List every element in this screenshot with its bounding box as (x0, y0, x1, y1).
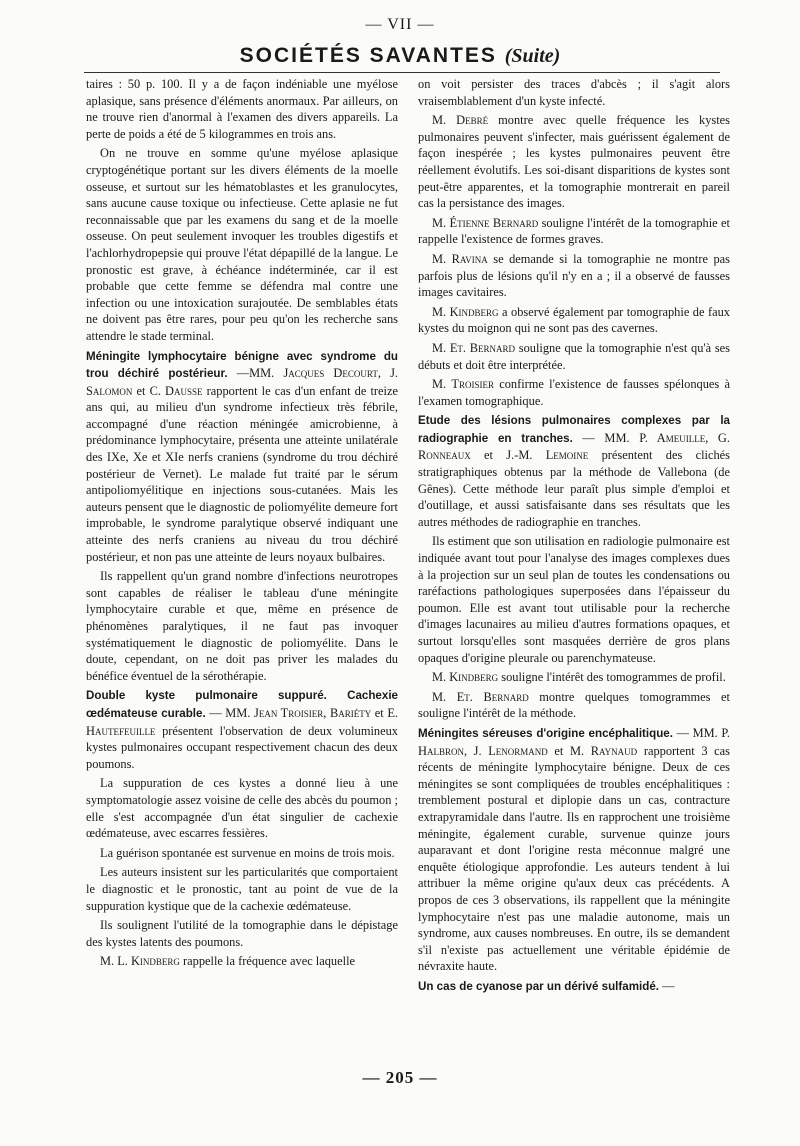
section-title-text: SOCIÉTÉS SAVANTES (239, 44, 497, 67)
author-name: J. Salomon (86, 366, 398, 398)
paragraph: M. Troisier confirme l'existence de fausses spélonques à l'examen tomographique. (418, 377, 730, 408)
abstract-text: rapportent 3 cas récents de méningite lymphocytaire bénigne. Deux de ces méningites se sont compliquées de troubles encéphalitiques : tremblement postural et diplopie dans un cas, contracture extrapyramidale dans l'autre. Ils en rapprochent une troisième méningite, également curable, survenue quinze jours auparavant et dont l'origine resta méconnue malgré une enquête étiologique approfondie. Les auteurs tendent à lui attribuer la même origine qu'aux deux cas précédents. A propos de ces 3 observations, ils rappellent que la méningite lymphocytaire n'est pas une maladie autonome, mais un syndrome, aux causes nombreuses. En outre, ils se demandent s'il n'existe pas actuellement une véritable épidémie de névraxite haute. (418, 743, 731, 974)
abstract-meningite-lymphocytaire: Méningite lymphocytaire bénigne avec syndrome du trou déchiré postérieur. —MM. Jacques Decourt, J. Salomon et C. Dausse rapportent le cas d'un enfant de treize ans qui, au milieu d'un syndrome infectieux très fébrile, accompagné d'une réaction méningée amicrobienne, à prédominance lymphocytaire, présenta une atteinte unilatérale des IXe, Xe et XIe nerfs craniens (syndrome du trou déchiré postérieur de Vernet). Le malade fut traité par le sérum antipoliomyélitique en injections sous-cutanées. Mais les auteurs pensent que le diagnostic de poliomyélite demeure fort improbable, le syndrome paralytique observé indiquant une atteinte des nerfs craniens au niveau du trou déchiré postérieur, et non pas une atteinte de leurs noyaux bulbaires. (86, 349, 398, 564)
abstract-text: présentent l'observation de deux volumineux kystes pulmonaires occupant respectivement chacun des deux poumons. (86, 723, 398, 771)
abstract-heading: Etude des lésions pulmonaires complexes par la radiographie en tranches. (418, 414, 730, 445)
paragraph: M. L. Kindberg rappelle la fréquence avec laquelle (100, 954, 356, 969)
author-name: Jacques Decourt, (283, 366, 381, 381)
paragraph: taires : 50 p. 100. Il y a de façon indéniable une myélose aplasique, sans présence d'éléments anormaux. Par ailleurs, on ne trouve rien d'anormal à l'examen des divers appareils. La perte de poids a été de 5 kilogrammes en trois ans. (86, 77, 398, 141)
running-header-numeral: — VII — (365, 16, 435, 33)
paragraph: Ils estiment que son utilisation en radiologie pulmonaire est indiquée avant tout pour l'analyse des images complexes dues à la projection sur un seul plan de toutes les condensations ou raréfactions pathologiques superposées dans l'épaisseur du poumon. Elle est avant tout utilisable pour la recherche d'images lacunaires au milieu d'autres formations opaques, et surtout lorsqu'elles sont masquées derrière de gros plans opaques d'origine pleurale ou parenchymateuse. (418, 534, 730, 665)
abstract-lesions-pulmonaires: Etude des lésions pulmonaires complexes par la radiographie en tranches. — MM. P. Ameuille, G. Ronneaux et J.-M. Lemoine présentent des clichés stratigraphiques obtenus par la méthode de Vallebona (de Gênes). Cette méthode leur paraît plus simple d'emploi et d'outillage, et aussi satisfaisante dans ses résultats que les autres méthodes de radiographie en tranches. (418, 414, 730, 529)
paragraph: M. Et. Bernard montre quelques tomogrammes et souligne l'intérêt de la méthode. (418, 689, 730, 721)
paragraph: M. Étienne Bernard souligne l'intérêt de la tomographie et rappelle l'existence de formes graves. (418, 215, 730, 247)
author-name: C. Dausse (149, 383, 203, 398)
author-name: Debré (456, 113, 489, 128)
left-column (86, 76, 398, 973)
right-column (418, 76, 730, 998)
paragraph: Ils soulignent l'utilité de la tomographie dans le dépistage des kystes latents des poumons. (86, 918, 398, 949)
paragraph: La suppuration de ces kystes a donné lieu à une symptomatologie assez voisine de celle des abcès du poumon ; elle s'est accompagnée d'un état singulier de cachexie œdémateuse, avec escarres fessières. (86, 776, 398, 841)
author-name: L. Kindberg (117, 954, 180, 969)
abstract-heading: Un cas de cyanose par un dérivé sulfamidé. (418, 979, 659, 993)
paragraph: On ne trouve en somme qu'une myélose aplasique cryptogénétique portant sur les divers éléments de la moelle osseuse, et surtout sur les hématoblastes et les granulocytes, sans aucune cause toxique ou infectieuse. Cette aplasie ne fut reconnaissable que par les examens du sang et de la moelle osseuse. On peut seulement invoquer les troubles digestifs et l'achlorhydropepsie qui prouve l'état dépapillé de la langue. Le pronostic est grave, à échéance indéterminée, car il est probable que cette femme se défendra mal contre une infection ou une intoxication surajoutée. De semblables états ne doivent pas être rares, pour peu qu'on les recherche sans attendre le stade terminal. (86, 146, 398, 343)
section-title (0, 44, 800, 68)
abstract-text: rapportent le cas d'un enfant de treize ans qui, au milieu d'un syndrome infectieux très fébrile, accompagné d'une réaction méningée amicrobienne, à prédominance lymphocytaire, présenta une atteinte unilatérale des IXe, Xe et XIe nerfs craniens (syndrome du trou déchiré postérieur de Vernet). Le malade fut traité par le sérum antipoliomyélitique en injections sous-cutanées. Mais les auteurs pensent que le diagnostic de poliomyélite demeure fort improbable, le syndrome paralytique observé indiquant une atteinte des nerfs craniens au niveau du trou déchiré postérieur, et non pas une atteinte de leurs noyaux bulbaires. (86, 383, 398, 564)
author-name: Kindberg (449, 670, 499, 685)
paragraph: M. Kindberg a observé également par tomographie de faux kystes du moignon qui ne sont pas des cavernes. (418, 304, 730, 336)
author-name: M. Raynaud (570, 743, 638, 758)
author-name: E. Hautefeuille (86, 705, 398, 738)
author-name: G. Ronneaux (418, 430, 730, 463)
author-name: P. Ameuille, (639, 430, 709, 445)
paragraph: La guérison spontanée est survenue en moins de trois mois. (100, 845, 395, 860)
author-name: Et. Bernard (456, 689, 529, 704)
author-name: P. Halbron, J. Lenormand (418, 725, 730, 758)
paragraph: M. Kindberg souligne l'intérêt des tomogrammes de profil. (432, 670, 726, 685)
paragraph: Ils rappellent qu'un grand nombre d'infections neurotropes sont capables de réaliser le tableau d'une méningite lymphocytaire curable et que, même en présence de phénomènes paralytiques, il ne faut pas invoquer systématiquement le diagnostic de poliomyélite. Dans le doute, cependant, on ne doit pas priver les malades du bénéfice éventuel de la sérothérapie. (86, 569, 398, 683)
abstract-heading: Double kyste pulmonaire suppuré. Cachexie œdémateuse curable. (86, 689, 398, 720)
author-name: Étienne Bernard (449, 215, 539, 230)
author-name: Jean Troisier, Bariéty (254, 705, 372, 720)
author-name: J.-M. Lemoine (506, 448, 589, 463)
paragraph: on voit persister des traces d'abcès ; il s'agit alors vraisemblablement d'un kyste infecté. (418, 77, 730, 108)
abstract-meningites-sereuses: Méningites séreuses d'origine encéphalitique. — MM. P. Halbron, J. Lenormand et M. Raynaud rapportent 3 cas récents de méningite lymphocytaire bénigne. Deux de ces méningites se sont compliquées de troubles encéphalitiques : tremblement postural et diplopie dans un cas, contracture extrapyramidale dans l'autre. Ils en rapprochent une troisième méningite, également curable, survenue quinze jours auparavant et dont l'origine resta méconnue malgré une enquête étiologique approfondie. Les auteurs tendent à lui attribuer la même origine qu'aux deux cas précédents. A propos de ces 3 observations, ils rappellent que la méningite lymphocytaire n'est pas une maladie autonome, mais un syndrome, aux causes nombreuses. En outre, ils se demandent s'il n'existe pas actuellement une véritable épidémie de névraxite haute. (418, 725, 731, 974)
paragraph: Les auteurs insistent sur les particularités que comportaient le diagnostic et le pronostic, tant au point de vue de la suppuration kystique que de la cachexie œdémateuse. (86, 865, 398, 913)
abstract-heading: Méningites séreuses d'origine encéphalitique. (418, 726, 673, 740)
author-name: Kindberg (449, 304, 499, 319)
abstract-double-kyste: Double kyste pulmonaire suppuré. Cachexie œdémateuse curable. — MM. Jean Troisier, Bariéty et E. Hautefeuille présentent l'observation de deux volumineux kystes pulmonaires occupant respectivement chacun des deux poumons. (86, 689, 398, 771)
author-name: Ravina (451, 251, 488, 266)
abstract-heading: Méningite lymphocytaire bénigne avec syndrome du trou déchiré postérieur. (86, 349, 398, 381)
abstract-cyanose: Un cas de cyanose par un dérivé sulfamidé. — (418, 978, 675, 993)
page-number: — 205 — (362, 1068, 438, 1087)
section-title-suite: (Suite) (504, 45, 561, 67)
abstract-text: présentent des clichés stratigraphiques obtenus par la méthode de Vallebona (de Gênes). Cette méthode leur paraît plus simple d'emploi et d'outillage, et aussi satisfaisante dans ses résultats que les autres méthodes de radiographie en tranches. (418, 448, 730, 529)
author-name: Troisier (451, 377, 494, 392)
paragraph: M. Debré montre avec quelle fréquence les kystes pulmonaires peuvent s'infecter, mais guérissent également de façon inespérée ; les kystes pulmonaires peuvent être réellement évolutifs. Les soi-disant disparitions de kystes sont peut-être apparentes, et la tomographie montrerait en pareil cas la persistance des images. (418, 113, 730, 211)
paragraph: M. Ravina se demande si la tomographie ne montre pas parfois plus de lésions qu'il n'y en a ; il a observé de fausses images cavitaires. (418, 251, 730, 300)
paragraph: M. Et. Bernard souligne que la tomographie n'est qu'à ses débuts et doit être interprétée. (418, 340, 731, 372)
header-rule (84, 72, 720, 73)
author-name: Et. Bernard (449, 340, 516, 355)
